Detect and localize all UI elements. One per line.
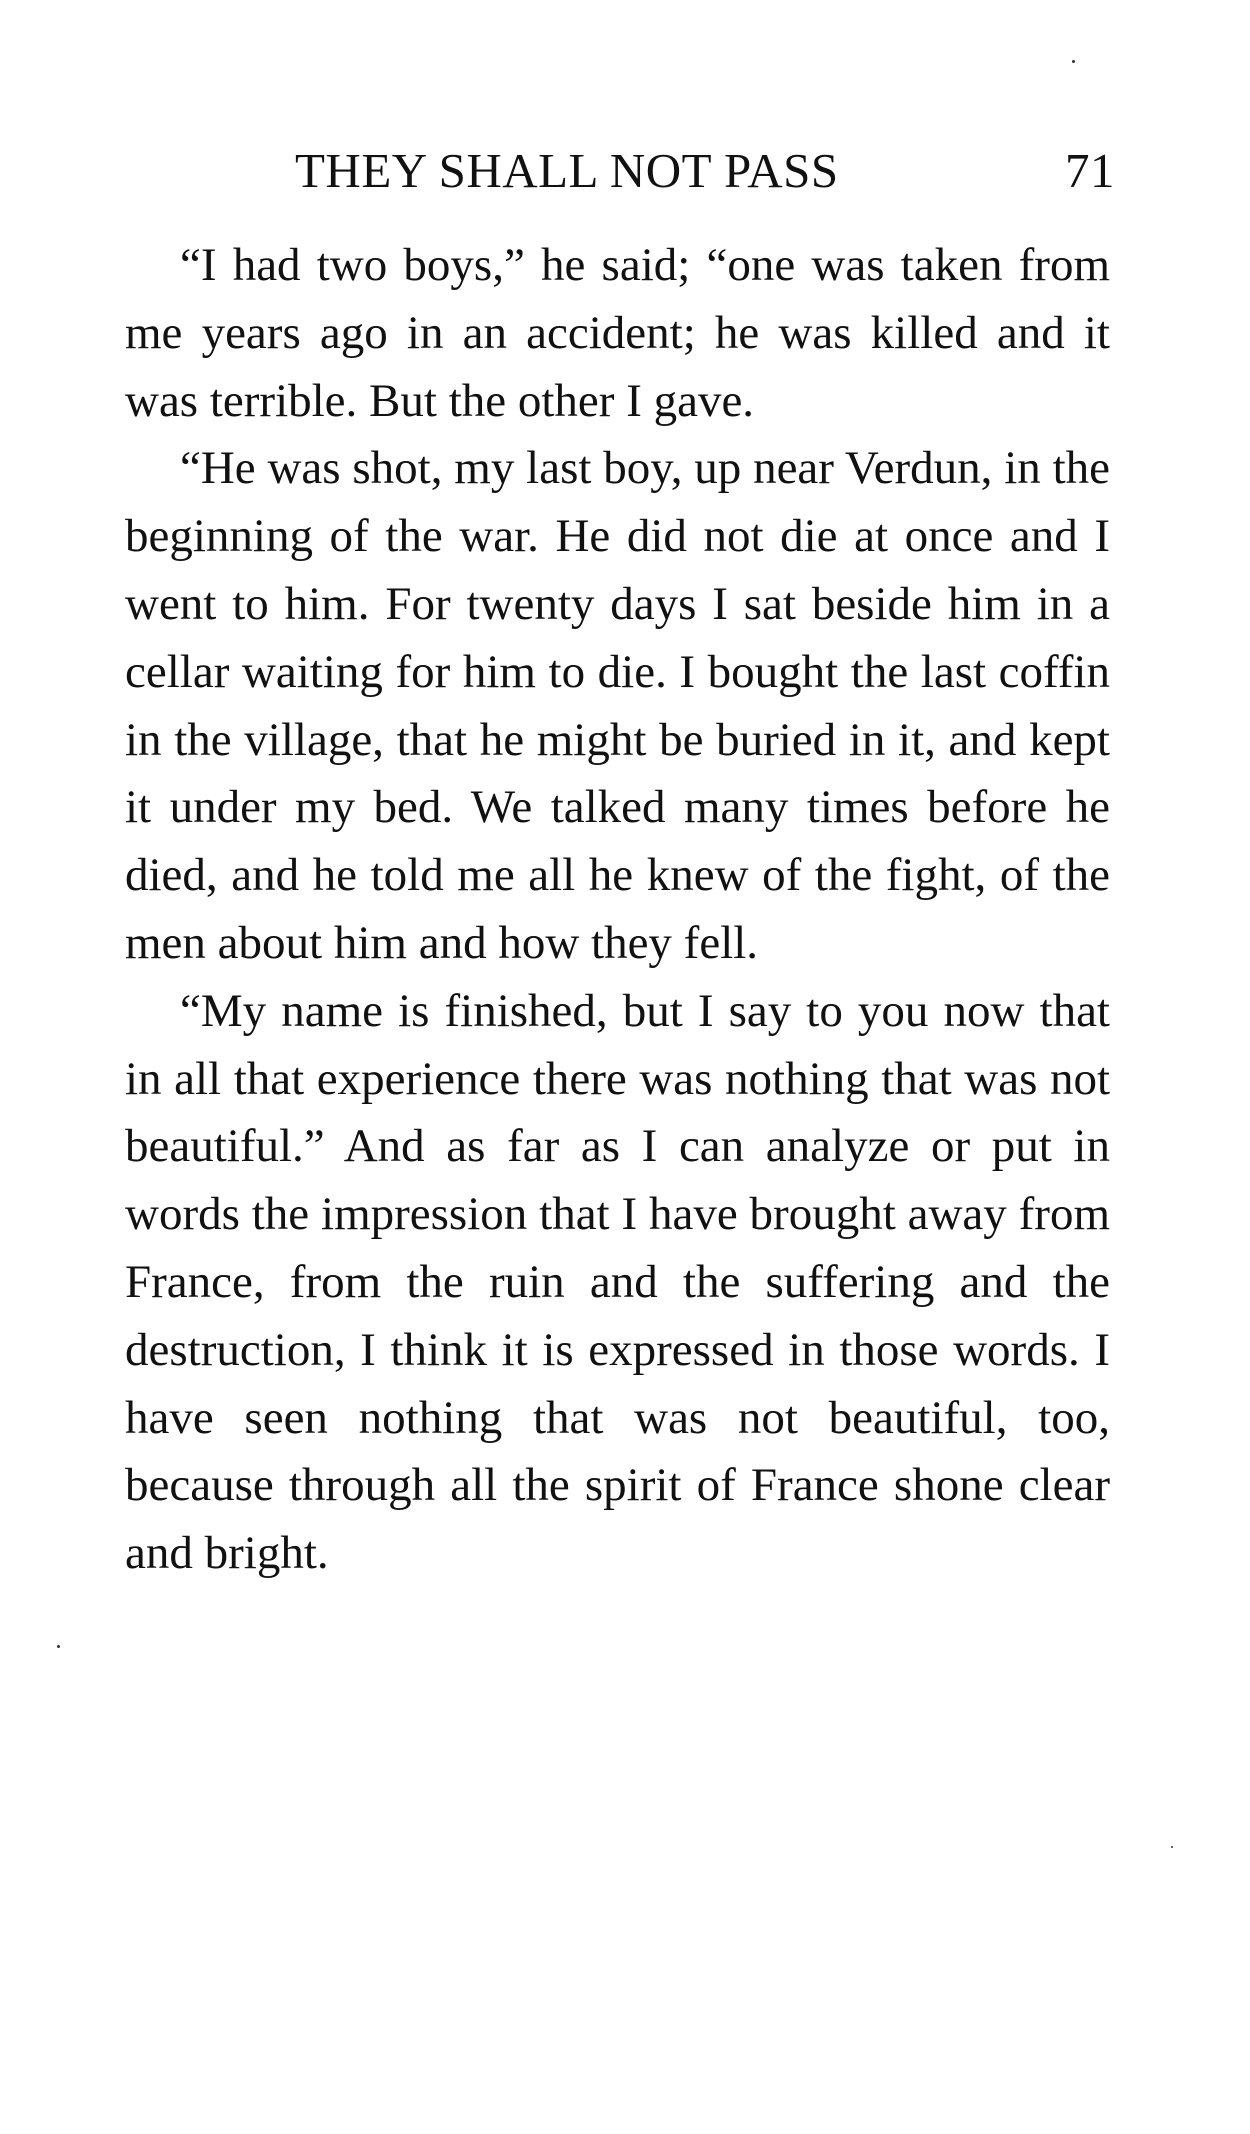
running-title: THEY SHALL NOT PASS — [295, 143, 839, 198]
body-text — [125, 232, 1110, 1588]
paper-speck — [57, 1645, 60, 1648]
paragraph: “He was shot, my last boy, up near Verdun, in the beginning of the war. He did not die at once and I went to him. For twenty days I sat beside him in a cellar waiting for him to die. I bought the last coffin in the village, that he might be buried in it, and kept it under my bed. We talked many times before he died, and he told me all he knew of the fight, of the men about him and how they fell. — [125, 442, 1110, 969]
paper-speck — [1171, 1846, 1173, 1848]
paper-speck — [1072, 60, 1075, 63]
paragraph: “I had two boys,” he said; “one was taken from me years ago in an accident; he was killed and it was terrible. But the other I gave. — [125, 239, 1110, 427]
page-number: 71 — [1065, 143, 1115, 198]
paragraph: “My name is finished, but I say to you now that in all that experience there was nothing that was not beautiful.” And as far as I can analyze or put in words the impression that I have brought away from France, from the ruin and the suffering and the destruction, I think it is expressed in those words. I have seen nothing that was not beautiful, too, because through all the spirit of France shone clear and bright. — [125, 984, 1110, 1580]
running-head — [295, 142, 1115, 202]
